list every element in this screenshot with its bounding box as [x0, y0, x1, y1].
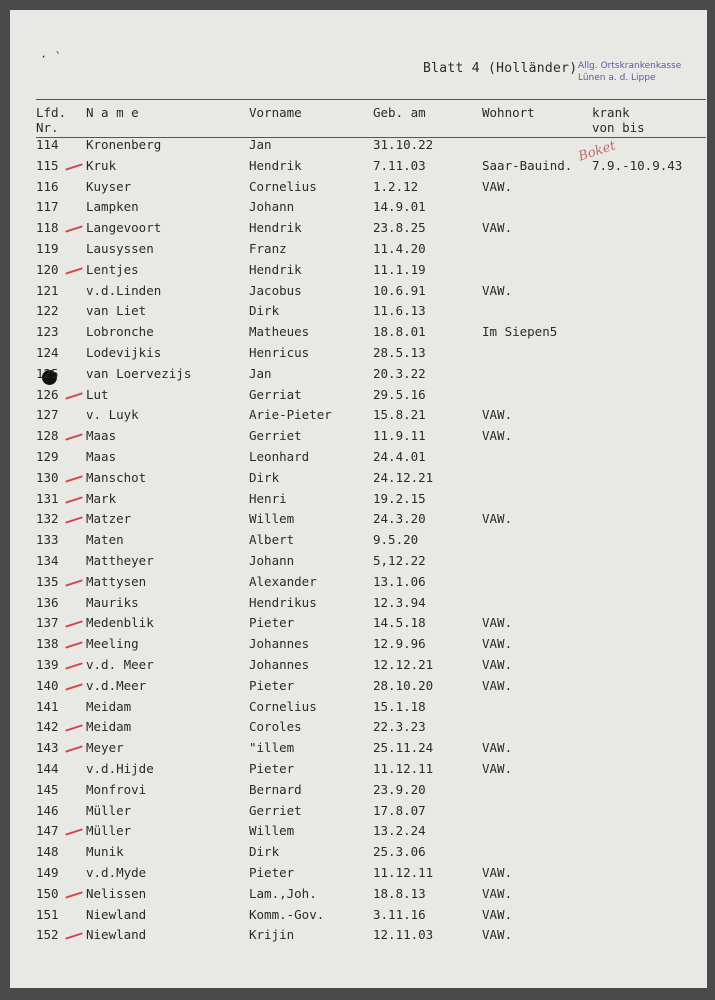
- table-row: [10, 449, 707, 469]
- row-name: v.d.Myde: [86, 865, 147, 880]
- row-number: 114: [36, 137, 59, 152]
- table-row: [10, 574, 707, 594]
- row-geb-am: 23.9.20: [373, 781, 426, 797]
- row-name: Matzer: [86, 511, 132, 527]
- row-name: v. Luyk: [86, 407, 139, 423]
- red-tick-mark: [65, 744, 83, 752]
- row-wohnort: VAW.: [482, 282, 513, 298]
- red-tick-mark: [65, 224, 83, 232]
- row-vorname: Albert: [249, 532, 295, 548]
- header-lfd-nr: Lfd. Nr.: [36, 105, 67, 135]
- row-number: 149: [36, 865, 59, 880]
- row-name: Mattheyer: [86, 553, 154, 568]
- row-name: v.d.Meer: [86, 677, 147, 693]
- row-number: 148: [36, 844, 59, 860]
- table-row: [10, 553, 707, 573]
- red-tick-mark: [65, 391, 83, 399]
- row-number: 143: [36, 740, 59, 756]
- row-wohnort: Im Siepen5: [482, 324, 558, 340]
- row-number: 122: [36, 303, 59, 319]
- row-geb-am: 14.9.01: [373, 199, 426, 215]
- table-row: [10, 366, 707, 386]
- row-name: Müller: [86, 823, 132, 839]
- row-number: 136: [36, 594, 59, 610]
- row-vorname: Henri: [249, 490, 287, 506]
- row-name: Langevoort: [86, 220, 162, 236]
- insurance-stamp: [578, 60, 708, 84]
- row-vorname: Hendrik: [249, 157, 302, 173]
- row-name: v.d. Meer: [86, 657, 154, 672]
- table-row: [10, 907, 707, 927]
- row-number: 135: [36, 573, 59, 589]
- row-vorname: Krijin: [249, 927, 295, 943]
- row-number: 128: [36, 428, 59, 444]
- header-name: N a m e: [86, 105, 139, 120]
- row-number: 121: [36, 282, 59, 298]
- row-geb-am: 11.9.11: [373, 428, 426, 444]
- row-geb-am: 10.6.91: [373, 282, 426, 298]
- stamp-line-1: Allg. Ortskrankenkasse: [578, 61, 682, 71]
- row-geb-am: 28.10.20: [373, 677, 434, 693]
- row-name: Lausyssen: [86, 241, 154, 256]
- row-name: Lodevijkis: [86, 345, 162, 360]
- table-row: [10, 324, 707, 344]
- row-vorname: Komm.-Gov.: [249, 906, 325, 922]
- header-vorname: Vorname: [249, 105, 302, 120]
- row-name: Mauriks: [86, 594, 139, 610]
- row-geb-am: 5,12.22: [373, 553, 426, 568]
- table-row: [10, 387, 707, 407]
- row-name: van Liet: [86, 303, 147, 319]
- row-geb-am: 12.9.96: [373, 636, 426, 652]
- header-krank: krank von bis: [592, 105, 645, 135]
- row-vorname: Pieter: [249, 615, 295, 631]
- row-geb-am: 15.1.18: [373, 698, 426, 714]
- row-geb-am: 31.10.22: [373, 137, 434, 152]
- row-vorname: Franz: [249, 241, 287, 256]
- handwritten-note: Boket: [576, 138, 618, 165]
- row-wohnort: VAW.: [482, 740, 513, 756]
- row-geb-am: 18.8.13: [373, 885, 426, 901]
- document-page: [10, 10, 707, 988]
- row-geb-am: 19.2.15: [373, 490, 426, 506]
- red-tick-mark: [65, 890, 83, 898]
- row-vorname: Coroles: [249, 719, 302, 735]
- row-geb-am: 11.6.13: [373, 303, 426, 319]
- row-name: Maas: [86, 428, 117, 444]
- red-tick-mark: [65, 578, 83, 586]
- row-wohnort: VAW.: [482, 615, 513, 631]
- row-number: 132: [36, 511, 59, 527]
- row-name: Nelissen: [86, 885, 147, 901]
- row-name: Mark: [86, 490, 117, 506]
- row-name: Munik: [86, 844, 124, 860]
- row-number: 141: [36, 698, 59, 714]
- row-wohnort: VAW.: [482, 511, 513, 527]
- table-row: [10, 803, 707, 823]
- table-row: [10, 761, 707, 781]
- row-number: 146: [36, 802, 59, 818]
- table-row: [10, 615, 707, 635]
- row-number: 118: [36, 220, 59, 236]
- red-tick-mark: [65, 682, 83, 690]
- red-tick-mark: [65, 619, 83, 627]
- row-vorname: Jan: [249, 137, 272, 152]
- stamp-line-2: Lünen a. d. Lippe: [578, 73, 656, 83]
- table-row: [10, 657, 707, 677]
- row-geb-am: 25.3.06: [373, 844, 426, 860]
- row-vorname: Matheues: [249, 324, 310, 340]
- row-number: 117: [36, 199, 59, 215]
- row-geb-am: 18.8.01: [373, 324, 426, 340]
- row-number: 123: [36, 324, 59, 340]
- row-vorname: Gerriet: [249, 428, 302, 444]
- table-row: [10, 532, 707, 552]
- row-number: 151: [36, 906, 59, 922]
- row-geb-am: 22.3.23: [373, 719, 426, 735]
- row-geb-am: 13.1.06: [373, 573, 426, 589]
- row-name: Lobronche: [86, 324, 154, 340]
- red-tick-mark: [65, 640, 83, 648]
- table-row: [10, 491, 707, 511]
- row-geb-am: 15.8.21: [373, 407, 426, 423]
- row-number: 133: [36, 532, 59, 548]
- row-vorname: Hendrikus: [249, 594, 317, 610]
- row-geb-am: 24.3.20: [373, 511, 426, 527]
- row-geb-am: 11.12.11: [373, 865, 434, 880]
- row-wohnort: VAW.: [482, 761, 513, 776]
- table-row: [10, 636, 707, 656]
- table-row: [10, 241, 707, 261]
- row-wohnort: VAW.: [482, 677, 513, 693]
- row-vorname: Cornelius: [249, 698, 317, 714]
- row-vorname: Lam.,Joh.: [249, 885, 317, 901]
- row-name: van Loervezijs: [86, 365, 192, 381]
- row-name: Meidam: [86, 698, 132, 714]
- table-row: [10, 844, 707, 864]
- row-geb-am: 12.12.21: [373, 657, 434, 672]
- row-name: Lut: [86, 386, 109, 402]
- red-tick-mark: [65, 474, 83, 482]
- row-vorname: Johann: [249, 199, 295, 215]
- row-geb-am: 1.2.12: [373, 178, 419, 194]
- row-geb-am: 29.5.16: [373, 386, 426, 402]
- row-wohnort: Saar-Bauind.: [482, 157, 573, 173]
- row-geb-am: 7.11.03: [373, 157, 426, 173]
- row-vorname: Pieter: [249, 761, 295, 776]
- row-name: Maten: [86, 532, 124, 548]
- red-tick-mark: [65, 432, 83, 440]
- row-number: 124: [36, 345, 59, 360]
- row-geb-am: 11.12.11: [373, 761, 434, 776]
- table-row: [10, 470, 707, 490]
- row-wohnort: VAW.: [482, 885, 513, 901]
- row-name: Kronenberg: [86, 137, 162, 152]
- row-vorname: Johannes: [249, 636, 310, 652]
- table-row: [10, 137, 707, 157]
- row-vorname: Johannes: [249, 657, 310, 672]
- row-number: 125: [36, 365, 59, 381]
- table-row: [10, 262, 707, 282]
- row-name: v.d.Linden: [86, 282, 162, 298]
- row-geb-am: 12.3.94: [373, 594, 426, 610]
- row-name: Medenblik: [86, 615, 154, 631]
- red-tick-mark: [65, 827, 83, 835]
- row-number: 134: [36, 553, 59, 568]
- row-name: Niewland: [86, 927, 147, 943]
- row-vorname: Cornelius: [249, 178, 317, 194]
- row-wohnort: VAW.: [482, 428, 513, 444]
- row-geb-am: 9.5.20: [373, 532, 419, 548]
- header-geb-am: Geb. am: [373, 105, 426, 120]
- row-number: 150: [36, 885, 59, 901]
- table-row: [10, 158, 707, 178]
- row-vorname: Leonhard: [249, 449, 310, 464]
- table-row: [10, 823, 707, 843]
- row-vorname: Hendrik: [249, 261, 302, 277]
- row-geb-am: 23.8.25: [373, 220, 426, 236]
- row-number: 127: [36, 407, 59, 423]
- row-number: 137: [36, 615, 59, 631]
- header-rule-top: [36, 99, 706, 100]
- red-tick-mark: [65, 515, 83, 523]
- row-geb-am: 14.5.18: [373, 615, 426, 631]
- row-geb-am: 3.11.16: [373, 906, 426, 922]
- row-name: Mattysen: [86, 573, 147, 589]
- table-row: [10, 740, 707, 760]
- row-name: Kuyser: [86, 178, 132, 194]
- table-row: [10, 407, 707, 427]
- row-number: 147: [36, 823, 59, 839]
- row-name: Maas: [86, 449, 117, 464]
- row-vorname: Alexander: [249, 573, 317, 589]
- table-row: [10, 678, 707, 698]
- table-row: [10, 283, 707, 303]
- row-number: 138: [36, 636, 59, 652]
- red-tick-mark: [65, 495, 83, 503]
- table-row: [10, 595, 707, 615]
- row-vorname: Pieter: [249, 677, 295, 693]
- row-name: Meidam: [86, 719, 132, 735]
- row-number: 131: [36, 490, 59, 506]
- row-wohnort: VAW.: [482, 865, 513, 880]
- row-vorname: Gerriet: [249, 802, 302, 818]
- row-krank: 7.9.-10.9.43: [592, 157, 683, 173]
- row-name: v.d.Hijde: [86, 761, 154, 776]
- row-number: 139: [36, 657, 59, 672]
- table-row: [10, 886, 707, 906]
- row-name: Manschot: [86, 469, 147, 485]
- row-number: 152: [36, 927, 59, 943]
- table-row: [10, 865, 707, 885]
- row-wohnort: VAW.: [482, 927, 513, 943]
- table-row: [10, 927, 707, 947]
- row-name: Niewland: [86, 906, 147, 922]
- row-number: 115: [36, 157, 59, 173]
- row-number: 130: [36, 469, 59, 485]
- row-vorname: Bernard: [249, 781, 302, 797]
- row-vorname: Gerriat: [249, 386, 302, 402]
- row-vorname: Dirk: [249, 303, 280, 319]
- row-number: 116: [36, 178, 59, 194]
- row-number: 144: [36, 761, 59, 776]
- row-vorname: Hendrik: [249, 220, 302, 236]
- table-row: [10, 428, 707, 448]
- table-row: [10, 199, 707, 219]
- row-geb-am: 12.11.03: [373, 927, 434, 943]
- row-number: 129: [36, 449, 59, 464]
- row-wohnort: VAW.: [482, 407, 513, 423]
- row-vorname: Dirk: [249, 844, 280, 860]
- table-row: [10, 220, 707, 240]
- row-vorname: Arie-Pieter: [249, 407, 332, 423]
- row-name: Lampken: [86, 199, 139, 215]
- header-wohnort: Wohnort: [482, 105, 535, 120]
- row-vorname: Pieter: [249, 865, 295, 880]
- row-vorname: Willem: [249, 511, 295, 527]
- row-number: 126: [36, 386, 59, 402]
- row-vorname: Johann: [249, 553, 295, 568]
- table-row: [10, 719, 707, 739]
- row-vorname: "illem: [249, 740, 295, 756]
- red-tick-mark: [65, 661, 83, 669]
- row-wohnort: VAW.: [482, 220, 513, 236]
- row-wohnort: VAW.: [482, 178, 513, 194]
- row-number: 119: [36, 241, 59, 256]
- row-geb-am: 11.1.19: [373, 261, 426, 277]
- row-vorname: Henricus: [249, 345, 310, 360]
- row-geb-am: 24.12.21: [373, 469, 434, 485]
- table-row: [10, 699, 707, 719]
- red-tick-mark: [65, 931, 83, 939]
- table-row: [10, 303, 707, 323]
- row-geb-am: 24.4.01: [373, 449, 426, 464]
- row-name: Müller: [86, 802, 132, 818]
- row-number: 145: [36, 781, 59, 797]
- red-tick-mark: [65, 723, 83, 731]
- row-vorname: Willem: [249, 823, 295, 839]
- row-geb-am: 25.11.24: [373, 740, 434, 756]
- row-name: Lentjes: [86, 261, 139, 277]
- row-wohnort: VAW.: [482, 906, 513, 922]
- red-tick-mark: [65, 162, 83, 170]
- sheet-title: Blatt 4 (Holländer): [423, 61, 578, 76]
- row-wohnort: VAW.: [482, 657, 513, 672]
- row-vorname: Jan: [249, 365, 272, 381]
- corner-mark: · `: [40, 50, 62, 64]
- row-number: 140: [36, 677, 59, 693]
- row-geb-am: 17.8.07: [373, 802, 426, 818]
- row-wohnort: VAW.: [482, 636, 513, 652]
- row-number: 142: [36, 719, 59, 735]
- row-name: Meyer: [86, 740, 124, 756]
- table-row: [10, 511, 707, 531]
- row-number: 120: [36, 261, 59, 277]
- row-geb-am: 11.4.20: [373, 241, 426, 256]
- red-tick-mark: [65, 266, 83, 274]
- row-geb-am: 13.2.24: [373, 823, 426, 839]
- row-name: Monfrovi: [86, 781, 147, 797]
- row-vorname: Jacobus: [249, 282, 302, 298]
- row-name: Meeling: [86, 636, 139, 652]
- table-row: [10, 179, 707, 199]
- row-name: Kruk: [86, 157, 117, 173]
- row-geb-am: 28.5.13: [373, 345, 426, 360]
- table-row: [10, 345, 707, 365]
- row-vorname: Dirk: [249, 469, 280, 485]
- table-row: [10, 782, 707, 802]
- row-geb-am: 20.3.22: [373, 365, 426, 381]
